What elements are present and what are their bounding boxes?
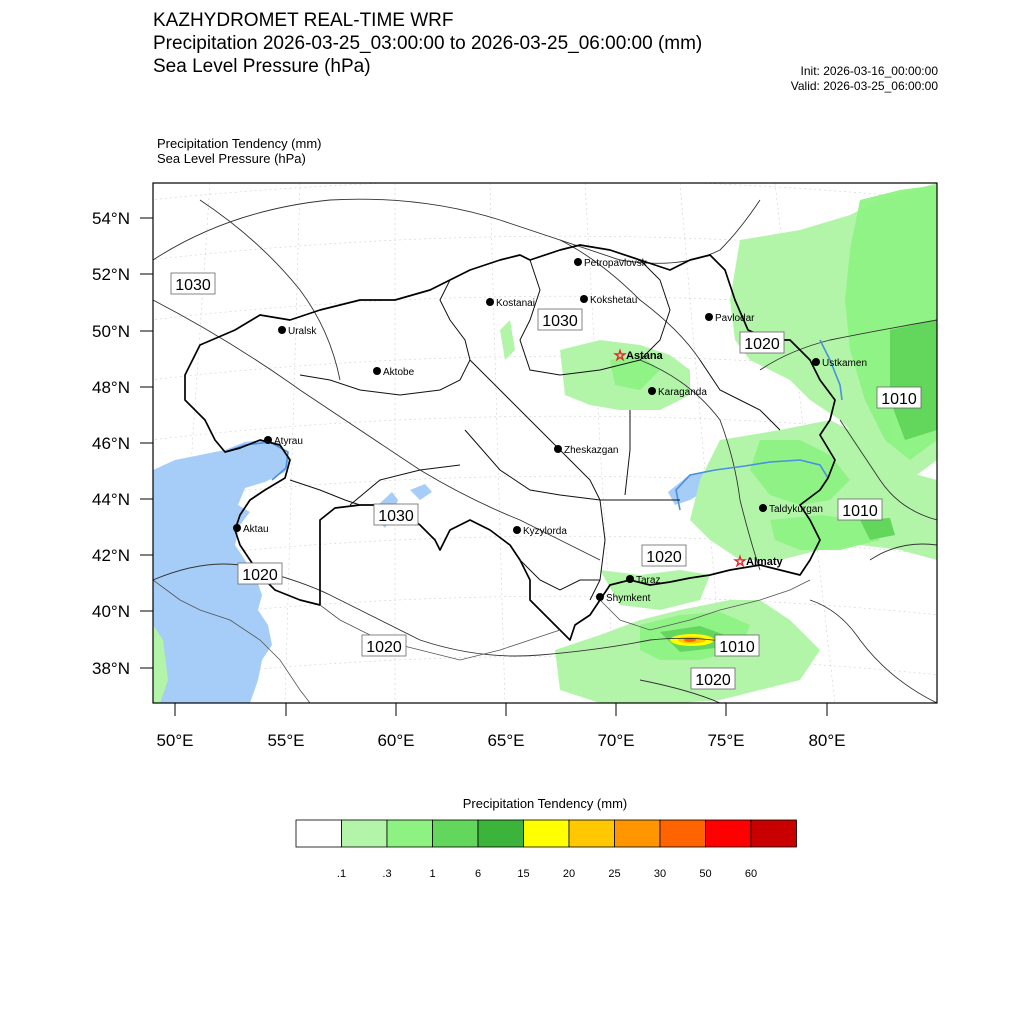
isobar-label: 1020 <box>242 567 278 584</box>
colorbar-level-label: 50 <box>699 868 712 880</box>
colorbar-level-label: 25 <box>608 868 621 880</box>
lon-label: 55°E <box>267 731 305 750</box>
lat-label: 40°N <box>92 602 130 621</box>
lat-label: 50°N <box>92 322 130 341</box>
city-label: Aktau <box>243 524 269 535</box>
colorbar-swatch <box>569 820 615 847</box>
panel-label-precip: Precipitation Tendency (mm) <box>157 136 322 151</box>
colorbar-level-label: 30 <box>653 868 667 880</box>
colorbar-level-label: 60 <box>744 868 758 880</box>
capital-star-icon: ☆ <box>613 347 627 363</box>
isobar-label: 1010 <box>842 503 878 520</box>
colorbar-level-label: 6 <box>474 868 482 880</box>
colorbar-swatch <box>706 820 752 847</box>
city-label: Taldykurgan <box>769 504 823 515</box>
colorbar-swatch <box>478 820 524 847</box>
colorbar-level-label: 15 <box>517 868 530 880</box>
chart-subtitle-precip: Precipitation 2026-03-25_03:00:00 to 2026-03-25_06:00:00 (mm) <box>153 33 703 54</box>
lon-label: 80°E <box>808 731 846 750</box>
isobar-label: 1020 <box>744 336 780 353</box>
lon-label: 70°E <box>597 731 635 750</box>
isobar-label: 1010 <box>719 639 755 656</box>
city-label: Karaganda <box>658 387 707 398</box>
isobar-label: 1020 <box>366 639 402 656</box>
panel-label-slp: Sea Level Pressure (hPa) <box>157 151 306 166</box>
lat-label: 44°N <box>92 490 130 509</box>
lat-label: 54°N <box>92 209 130 228</box>
lon-label: 60°E <box>377 731 415 750</box>
valid-time: Valid: 2026-03-25_06:00:00 <box>790 79 938 93</box>
colorbar-swatch <box>433 820 479 847</box>
lon-label: 50°E <box>156 731 194 750</box>
colorbar-level-label: 1 <box>429 868 436 880</box>
isobar-label: 1030 <box>378 508 414 525</box>
lat-label: 38°N <box>92 659 130 678</box>
colorbar-level-label: .3 <box>382 868 392 880</box>
init-time: Init: 2026-03-16_00:00:00 <box>800 64 938 78</box>
city-label: Zheskazgan <box>564 445 619 456</box>
colorbar-title: Precipitation Tendency (mm) <box>462 796 628 811</box>
colorbar-level-label: .1 <box>336 868 347 880</box>
city-label: Uralsk <box>288 326 317 337</box>
chart-subtitle-slp: Sea Level Pressure (hPa) <box>153 56 371 77</box>
colorbar-swatch <box>660 820 706 847</box>
lat-label: 42°N <box>92 546 130 565</box>
lat-label: 46°N <box>92 434 130 453</box>
colorbar-swatch <box>296 820 342 847</box>
city-label: Kokshetau <box>590 295 638 306</box>
lat-label: 52°N <box>92 265 130 284</box>
colorbar-swatch <box>342 820 388 847</box>
colorbar-level-label: 20 <box>562 868 576 880</box>
city-label: Petropavlovsk <box>584 258 647 269</box>
city-label: Kyzylorda <box>523 526 567 537</box>
city-label: Astana <box>626 350 663 362</box>
lat-label: 48°N <box>92 378 130 397</box>
isobar-label: 1030 <box>175 277 211 294</box>
city-label: Taraz <box>636 575 661 586</box>
city-label: Aktobe <box>383 367 415 378</box>
capital-star-icon: ☆ <box>733 553 747 569</box>
chart-title: KAZHYDROMET REAL-TIME WRF <box>153 10 454 31</box>
colorbar-swatch <box>751 820 797 847</box>
colorbar-swatch <box>615 820 661 847</box>
isobar-label: 1020 <box>646 549 682 566</box>
city-label: Shymkent <box>606 593 651 604</box>
city-label: Atyrau <box>274 436 303 447</box>
isobar-label: 1010 <box>881 391 917 408</box>
isobar-label: 1030 <box>542 313 578 330</box>
colorbar-swatch <box>524 820 570 847</box>
lon-label: 65°E <box>487 731 525 750</box>
city-label: Kostanai <box>496 298 535 309</box>
city-label: Almaty <box>746 556 783 568</box>
lon-label: 75°E <box>707 731 745 750</box>
colorbar-swatch <box>387 820 433 847</box>
isobar-label: 1020 <box>695 672 731 689</box>
city-label: Ustkamen <box>822 358 868 369</box>
city-label: Pavlodar <box>715 313 755 324</box>
